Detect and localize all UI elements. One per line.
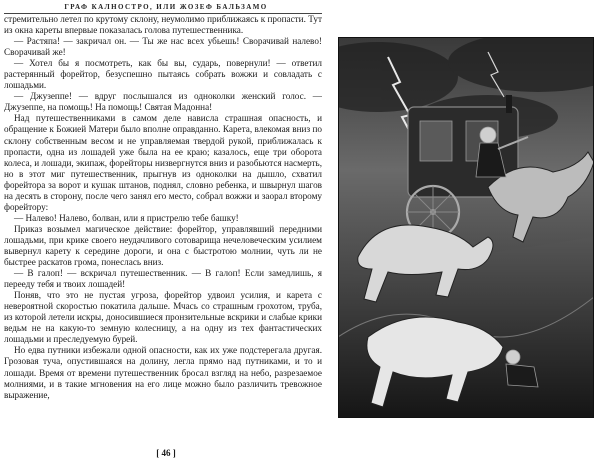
paragraph: Но едва путники избежали одной опасности, как их уже подстерегала другая. Грозовая туча, опустившаяся на долину, легла прямо над путниками, и то и лошади. Время от времени путешественник бросал взгляд на небо, разрезаемое молниями, и в такие мгновения на его лице можно было различить тревожное выражение, [4, 345, 322, 400]
paragraph: — Хотел бы я посмотреть, как бы вы, сударь, повернули! — ответил растерянный форейтор, безуспешно пытаясь собрать вожжи и совладать с лошадьми. [4, 58, 322, 91]
paragraph: Поняв, что это не пустая угроза, форейтор удвоил усилия, и карета с невероятной скоростью покатила дальше. Мчась со страшным грохотом, труба, из которой летели искры, доносившиеся пронзительные вскрики и слабые крики ведьм не на какую-то земную колесницу, а на одну из тех фантастических лошадьми и преследуемую бурей. [4, 290, 322, 345]
paragraph: — В галоп! — вскричал путешественник. — В галоп! Если замедлишь, я перееду тебя и твоих лошадей! [4, 268, 322, 290]
paragraph: — Растяпа! — закричал он. — Ты же нас всех убьешь! Сворачивай налево! Сворачивай же! [4, 36, 322, 58]
running-header: ГРАФ КАЛНОСТРО, ИЛИ ЖОЗЕФ БАЛЬЗАМО [64, 3, 268, 11]
page-number: [ 46 ] [156, 448, 176, 458]
paragraph: Над путешественниками в самом деле нависла страшная опасность, и обращение к Божией Матери было вполне оправданно. Карета, влекомая вниз по склону собственным весом и не управляемая твердой рукой, приближалась к пропасти, одна из лошадей уже была на ее краю; казалось, еще три оборота колеса, и лошади, экипаж, форейторы низвергнутся вниз и разобьются насмерть, но в этот миг путешественник, прыгнув из одноколки на дышло, схватил форейтора за ворот и кушак штанов, поднял, словно ребенка, и швырнул шагов на десять в сторону, после чего занял его место, собрал вожжи и заорал второму форейтору: [4, 113, 322, 212]
paragraph: Приказ возымел магическое действие: форейтор, управлявший передними лошадьми, при крике своего неудачливого сотоварища нечеловеческим усилием вывернул карету к середине дороги, и она с быстротою молнии, чуть ли не быстрее раскатов грома, понеслась вниз. [4, 223, 322, 268]
body-text-column [4, 14, 322, 401]
paragraph: — Джузеппе! — вдруг послышался из одноколки женский голос. — Джузеппе, на помощь! На помощь! Святая Мадонна! [4, 91, 322, 113]
illustration-carriage-storm [338, 37, 594, 418]
paragraph: — Налево! Налево, болван, или я пристрелю тебе башку! [14, 212, 239, 223]
paragraph: стремительно летел по крутому склону, неумолимо приближаясь к пропасти. Тут из окна кареты впервые показалась голова путешественника. [4, 14, 322, 36]
